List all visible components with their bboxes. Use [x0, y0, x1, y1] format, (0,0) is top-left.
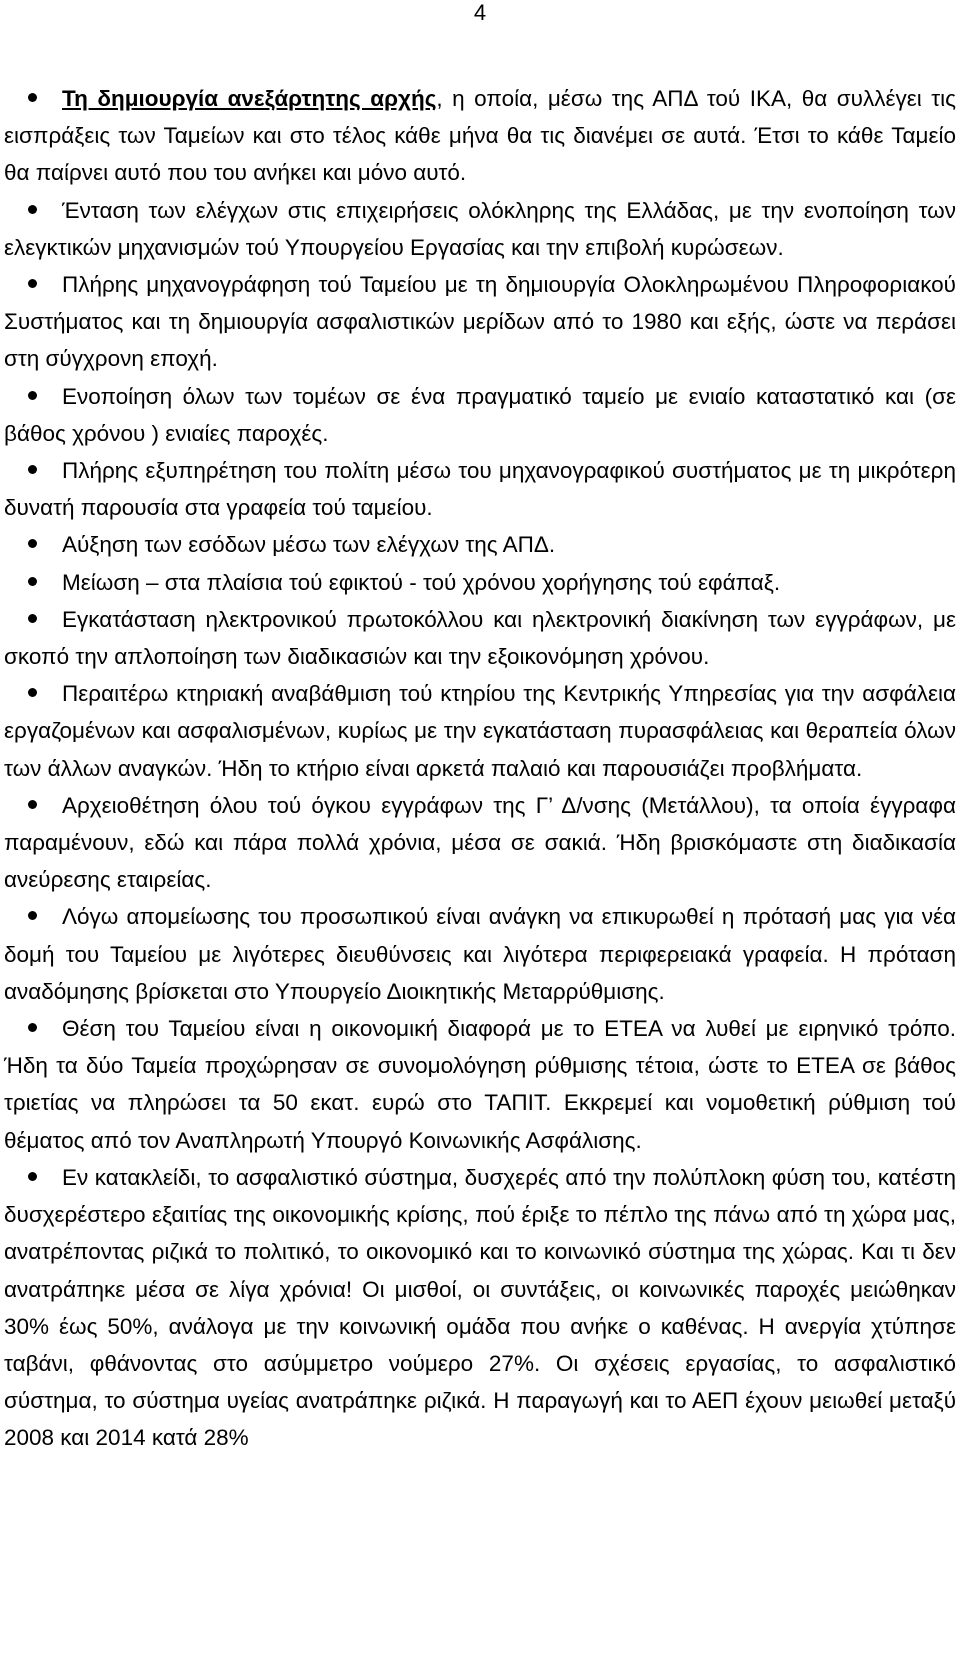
bullet-icon [28, 279, 37, 288]
bullet-text: Λόγω απομείωσης του προσωπικού είναι ανάγκη να επικυρωθεί η πρότασή μας για νέα δομή του Ταμείου με λιγότερες διευθύνσεις και λιγότερα περιφερειακά γραφεία. Η πρόταση αναδόμησης βρίσκεται στο Υπουργείο Διοικητικής Μεταρρύθμισης. [4, 904, 956, 1004]
bullet-icon [28, 1172, 37, 1181]
bullet-icon [28, 614, 37, 623]
bullet-text: Θέση του Ταμείου είναι η οικονομική διαφορά με το ΕΤΕΑ να λυθεί με ειρηνικό τρόπο. Ήδη τα δύο Ταμεία προχώρησαν σε συνομολόγηση ρύθμισης τέτοια, ώστε το ΕΤΕΑ σε βάθος τριετίας να πληρώσει τα 50 εκατ. ευρώ στο ΤΑΠΙΤ. Εκκρεμεί και νομοθετική ρύθμιση τού θέματος από τον Αναπληρωτή Υπουργό Κοινωνικής Ασφάλισης. [4, 1016, 956, 1153]
bullet-item [4, 192, 956, 266]
bullet-icon [28, 391, 37, 400]
bullet-item [4, 675, 956, 787]
bullet-icon [28, 1023, 37, 1032]
bullet-icon [28, 688, 37, 697]
bullet-text: Ένταση των ελέγχων στις επιχειρήσεις ολόκληρης της Ελλάδας, με την ενοποίηση των ελεγκτικών μηχανισμών τού Υπουργείου Εργασίας και την επιβολή κυρώσεων. [4, 197, 956, 260]
bullet-list [4, 80, 956, 1457]
bullet-lead-underlined: Τη δημιουργία ανεξάρτητης αρχής [62, 86, 437, 111]
bullet-text: Πλήρης μηχανογράφηση τού Ταμείου με τη δημιουργία Ολοκληρωμένου Πληροφοριακού Συστήματος και τη δημιουργία ασφαλιστικών μερίδων από το 1980 και εξής, ώστε να περάσει στη σύγχρονη εποχή. [4, 272, 956, 372]
bullet-item [4, 452, 956, 526]
bullet-icon [28, 800, 37, 809]
bullet-text: Μείωση – στα πλαίσια τού εφικτού - τού χρόνου χορήγησης τού εφάπαξ. [62, 569, 781, 595]
bullet-item [4, 898, 956, 1010]
page-number: 4 [473, 0, 487, 25]
bullet-text: Εγκατάσταση ηλεκτρονικού πρωτοκόλλου και ηλεκτρονική διακίνηση των εγγράφων, με σκοπό την απλοποίηση των διαδικασιών και την εξοικονόμηση χρόνου. [4, 606, 956, 670]
bullet-icon [28, 205, 37, 214]
bullet-item [4, 601, 956, 675]
bullet-text: Πλήρης εξυπηρέτηση του πολίτη μέσω του μηχανογραφικού συστήματος με τη μικρότερη δυνατή παρουσία στα γραφεία τού ταμείου. [4, 458, 956, 521]
bullet-item [4, 80, 956, 192]
bullet-item [4, 1010, 956, 1159]
bullet-text: , η οποία, μέσω της ΑΠΔ τού ΙΚΑ, θα συλλέγει τις εισπράξεις των Ταμείων και στο τέλος κάθε μήνα θα τις διανέμει σε αυτά. Έτσι το κάθε Ταμείο θα παίρνει αυτό που του ανήκει και μόνο αυτό. [4, 86, 956, 186]
bullet-text: Περαιτέρω κτηριακή αναβάθμιση τού κτηρίου της Κεντρικής Υπηρεσίας για την ασφάλεια εργαζομένων και ασφαλισμένων, κυρίως με την εγκατάσταση πυρασφάλειας και θεραπεία όλων των άλλων αναγκών. Ήδη το κτήριο είναι αρκετά παλαιό και παρουσιάζει προβλήματα. [4, 681, 956, 781]
bullet-item [4, 787, 956, 899]
bullet-icon [28, 93, 37, 102]
bullet-text: Αρχειοθέτηση όλου τού όγκου εγγράφων της Γ’ Δ/νσης (Μετάλλου), τα οποία έγγραφα παραμένουν, εδώ και πάρα πολλά χρόνια, μέσα σε σακιά. Ήδη βρισκόμαστε στη διαδικασία ανεύρεσης εταιρείας. [4, 792, 956, 893]
bullet-text: Αύξηση των εσόδων μέσω των ελέγχων της ΑΠΔ. [62, 532, 556, 558]
bullet-item [4, 526, 956, 563]
bullet-item [4, 266, 956, 378]
bullet-icon [28, 465, 37, 474]
bullet-item [4, 1159, 956, 1457]
bullet-icon [28, 577, 37, 586]
bullet-text: Εν κατακλείδι, το ασφαλιστικό σύστημα, δυσχερές από την πολύπλοκη φύση του, κατέστη δυσχερέστερο εξαιτίας της οικονομικής κρίσης, πού έριξε το πέπλο της πάνω από τη χώρα μας, ανατρέποντας ριζικά το πολιτικό, το οικονομικό και το κοινωνικό σύστημα της χώρας. Και τι δεν ανατράπηκε μέσα σε λίγα χρόνια! Οι μισθοί, οι συντάξεις, οι κοινωνικές παροχές μειώθηκαν 30% έως 50%, ανάλογα με την κοινωνική ομάδα που ανήκε ο καθένας. Η ανεργία χτύπησε ταβάνι, φθάνοντας στο ασύμμετρο νούμερο 27%. Οι σχέσεις εργασίας, το ασφαλιστικό σύστημα, το σύστημα υγείας ανατράπηκε ριζικά. Η παραγωγή και το ΑΕΠ έχουν μειωθεί μεταξύ 2008 και 2014 κατά 28% [4, 1164, 956, 1451]
bullet-icon [28, 539, 37, 548]
bullet-item [4, 564, 956, 601]
bullet-icon [28, 911, 37, 920]
bullet-text: Ενοποίηση όλων των τομέων σε ένα πραγματικό ταμείο με ενιαίο καταστατικό και (σε βάθος χρόνου ) ενιαίες παροχές. [4, 383, 956, 446]
bullet-item [4, 378, 956, 452]
